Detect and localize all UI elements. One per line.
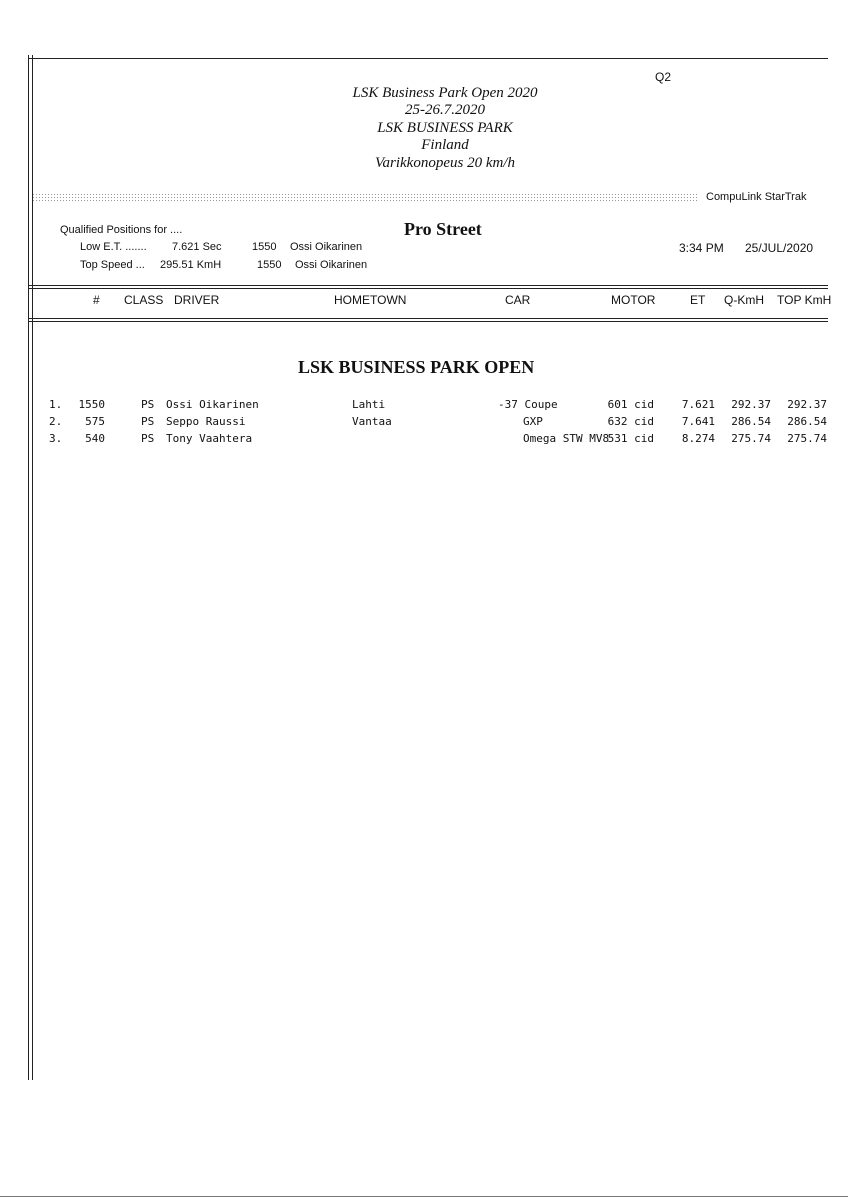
row-q-kmh: 275.74 — [731, 432, 771, 445]
section-title: LSK BUSINESS PARK OPEN — [298, 357, 535, 377]
top-speed-label: Top Speed ... — [80, 259, 145, 271]
row-driver: Seppo Raussi — [166, 415, 246, 428]
dotted-band — [32, 193, 698, 202]
class-title: Pro Street — [404, 219, 482, 239]
row-et: 7.641 — [681, 415, 715, 428]
row-et: 7.621 — [681, 398, 715, 411]
row-position: 3. — [49, 432, 63, 445]
event-title: LSK Business Park Open 2020 — [352, 85, 538, 101]
columns-rule-2 — [28, 321, 828, 322]
row-hometown: Lahti — [352, 398, 386, 411]
row-q-kmh: 286.54 — [731, 415, 771, 428]
row-number: 1550 — [78, 398, 105, 411]
left-border-inner — [32, 55, 33, 1080]
low-et-driver: Ossi Oikarinen — [290, 241, 363, 253]
software-credit: CompuLink StarTrak — [706, 191, 807, 203]
row-motor: 632 cid — [607, 415, 654, 428]
event-dates: 25-26.7.2020 — [405, 102, 485, 118]
row-motor: 601 cid — [607, 398, 654, 411]
row-top-kmh: 292.37 — [787, 398, 827, 411]
low-et-number: 1550 — [252, 241, 277, 253]
round-label: Q2 — [655, 70, 672, 84]
row-class: PS — [141, 398, 155, 411]
row-number: 540 — [85, 432, 105, 445]
row-class: PS — [141, 432, 155, 445]
row-driver: Ossi Oikarinen — [166, 398, 259, 411]
event-venue: LSK BUSINESS PARK — [377, 120, 513, 136]
top-speed-number: 1550 — [257, 259, 282, 271]
row-top-kmh: 286.54 — [787, 415, 827, 428]
qualified-label: Qualified Positions for .... — [60, 224, 183, 236]
event-note: Varikkonopeus 20 km/h — [375, 155, 515, 171]
columns-rule-1 — [28, 318, 828, 319]
row-et: 8.274 — [681, 432, 715, 445]
row-class: PS — [141, 415, 155, 428]
bottom-rule — [0, 1196, 848, 1197]
report-date: 25/JUL/2020 — [745, 241, 814, 255]
col-class: CLASS — [124, 293, 164, 307]
col-number: # — [93, 293, 100, 307]
col-driver: DRIVER — [174, 293, 220, 307]
event-country: Finland — [421, 137, 469, 153]
low-et-value: 7.621 Sec — [172, 241, 222, 253]
row-car: -37 Coupe — [498, 398, 558, 411]
row-driver: Tony Vaahtera — [166, 432, 253, 445]
col-motor: MOTOR — [611, 293, 656, 307]
row-number: 575 — [85, 415, 105, 428]
col-hometown: HOMETOWN — [334, 293, 407, 307]
row-car: Omega STW MV8 — [523, 432, 610, 445]
col-car: CAR — [505, 293, 531, 307]
report-time: 3:34 PM — [679, 241, 724, 255]
left-border — [28, 55, 29, 1080]
top-speed-value: 295.51 KmH — [160, 259, 222, 271]
header-rule-1 — [28, 285, 828, 286]
row-motor: 531 cid — [607, 432, 654, 445]
row-top-kmh: 275.74 — [787, 432, 827, 445]
low-et-label: Low E.T. ....... — [80, 241, 147, 253]
row-car: GXP — [523, 415, 543, 428]
header-rule-2 — [28, 288, 828, 289]
top-speed-driver: Ossi Oikarinen — [295, 259, 368, 271]
col-et: ET — [690, 293, 706, 307]
row-position: 2. — [49, 415, 63, 428]
col-q-kmh: Q-KmH — [724, 293, 764, 307]
row-q-kmh: 292.37 — [731, 398, 771, 411]
row-position: 1. — [49, 398, 63, 411]
col-top-kmh: TOP KmH — [777, 293, 832, 307]
top-rule — [28, 58, 828, 59]
row-hometown: Vantaa — [352, 415, 392, 428]
